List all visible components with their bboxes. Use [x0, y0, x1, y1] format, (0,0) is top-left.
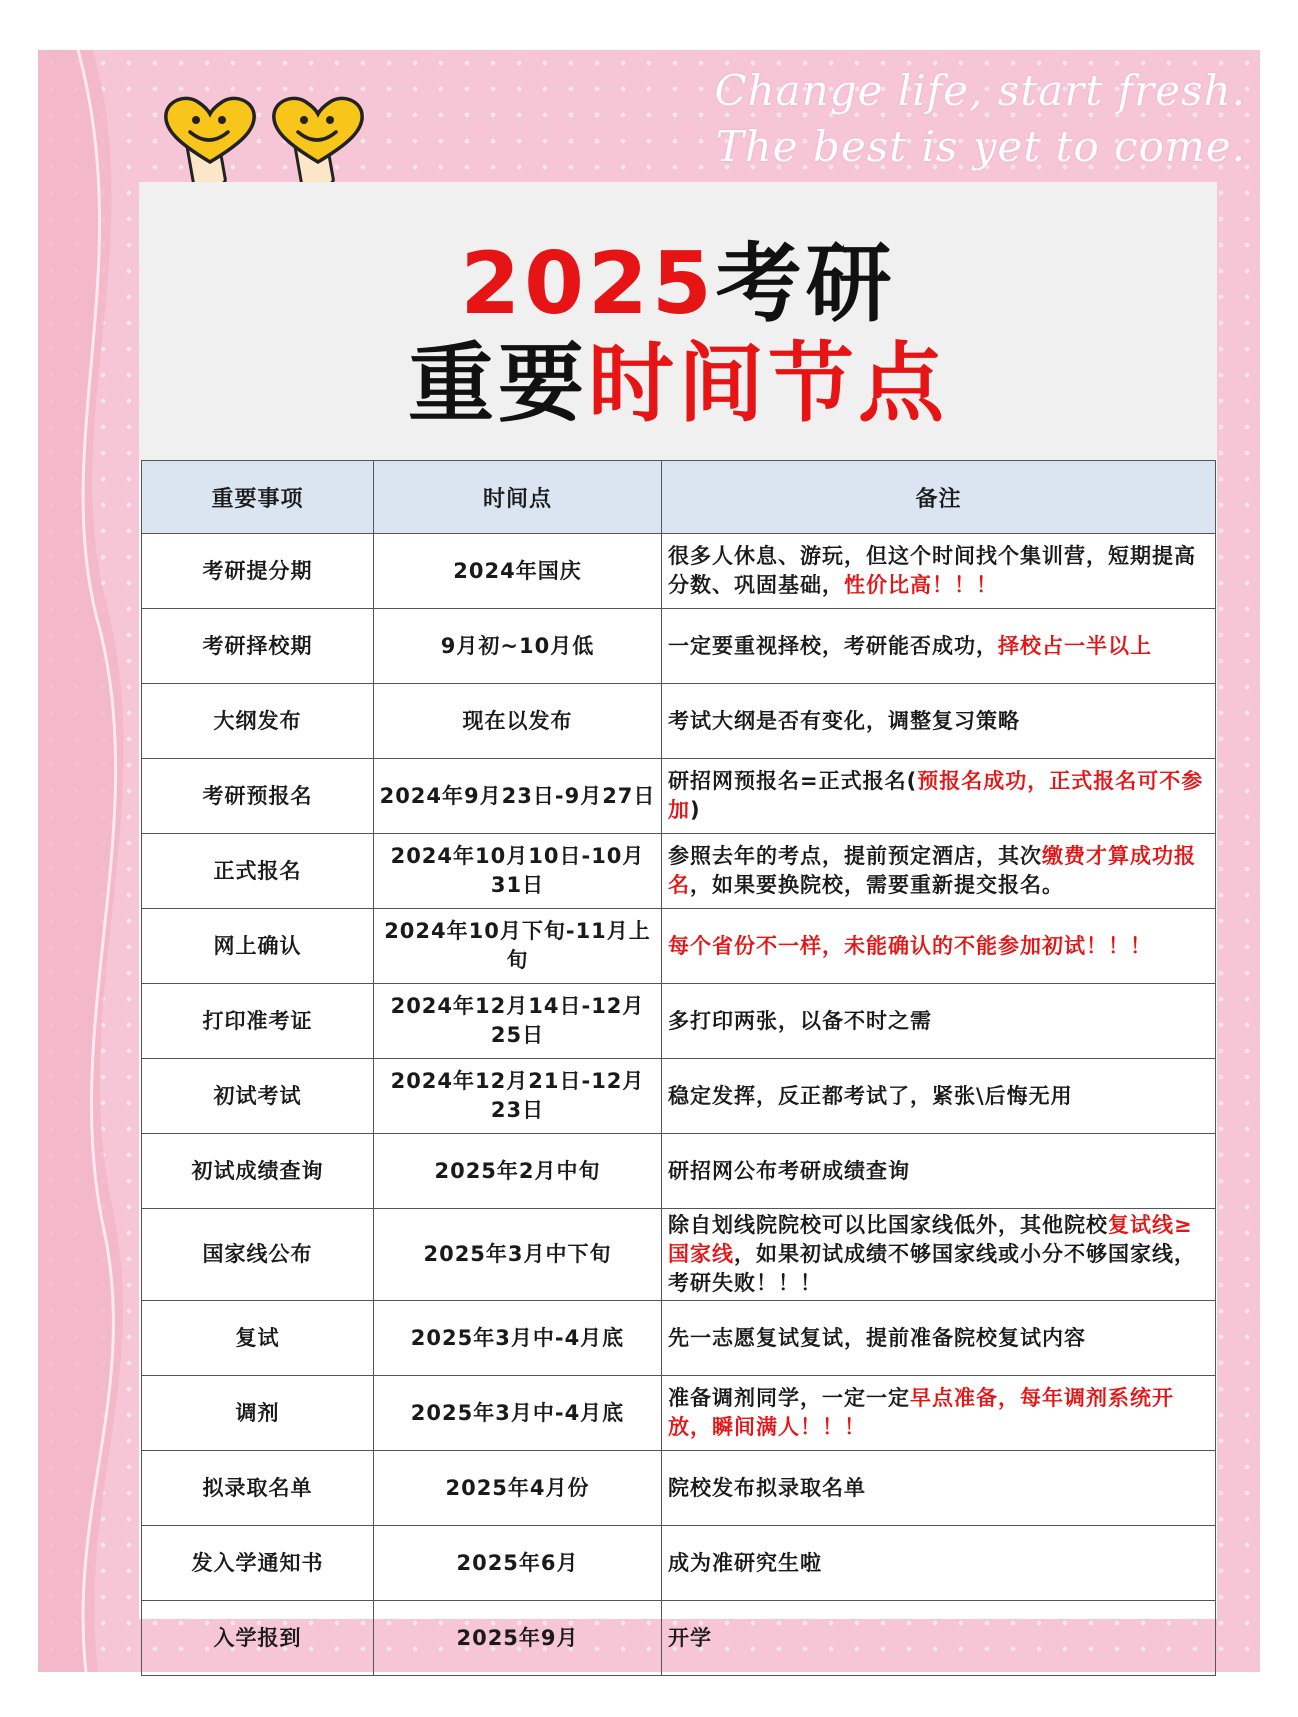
note-text: 稳定发挥，反正都考试了，紧张\后悔无用 [668, 1083, 1073, 1108]
cell-time: 2025年4月份 [374, 1451, 662, 1526]
slogan-line-1: Change life, start fresh. [714, 66, 1246, 115]
cell-item: 初试成绩查询 [142, 1134, 374, 1209]
cell-time: 2024年10月10日-10月31日 [374, 834, 662, 909]
cell-note [662, 1601, 1216, 1676]
note-text: 多打印两张，以备不时之需 [668, 1008, 932, 1033]
note-text: 一定要重视择校，考研能否成功， [668, 633, 998, 658]
table-row [142, 1451, 1216, 1526]
cell-note [662, 609, 1216, 684]
table-row [142, 534, 1216, 609]
table-row [142, 1134, 1216, 1209]
note-highlight: 每个省份不一样，未能确认的不能参加初试！！！ [668, 933, 1152, 958]
smiley-heart-clip-icon [268, 92, 368, 187]
table-row [142, 1376, 1216, 1451]
note-highlight: 早点准备，每年调剂系统开放，瞬间满人！！！ [668, 1386, 1174, 1439]
cell-note [662, 1301, 1216, 1376]
header-note: 备注 [662, 461, 1216, 534]
note-text: 除自划线院院校可以比国家线低外，其他院校 [668, 1213, 1108, 1237]
title-timeline: 时间节点 [588, 334, 948, 434]
cell-item: 初试考试 [142, 1059, 374, 1134]
cell-item: 大纲发布 [142, 684, 374, 759]
table-row [142, 684, 1216, 759]
content-card [139, 182, 1217, 1650]
note-text: 参照去年的考点，提前预定酒店，其次 [668, 844, 1042, 868]
note-text: 先一志愿复试复试，提前准备院校复试内容 [668, 1325, 1086, 1350]
table-row [142, 909, 1216, 984]
cell-time: 现在以发布 [374, 684, 662, 759]
title-important: 重要 [408, 334, 588, 434]
cell-time: 2025年9月 [374, 1601, 662, 1676]
cell-note [662, 909, 1216, 984]
note-highlight: 择校占一半以上 [998, 633, 1152, 658]
cell-time: 2024年国庆 [374, 534, 662, 609]
table-row [142, 1301, 1216, 1376]
note-text: 成为准研究生啦 [668, 1550, 822, 1575]
note-text: ，如果初试成绩不够国家线或小分不够国家线，考研失败！！！ [668, 1242, 1196, 1295]
table-row [142, 984, 1216, 1059]
cell-note [662, 984, 1216, 1059]
table-row [142, 834, 1216, 909]
cell-note [662, 759, 1216, 834]
cell-note [662, 1526, 1216, 1601]
cell-note [662, 1059, 1216, 1134]
cell-time: 2024年12月21日-12月23日 [374, 1059, 662, 1134]
cell-item: 网上确认 [142, 909, 374, 984]
note-text: 研招网公布考研成绩查询 [668, 1158, 910, 1183]
note-text: ，如果要换院校，需要重新提交报名。 [690, 873, 1064, 897]
slogan-line-2: The best is yet to come. [715, 122, 1246, 171]
note-highlight: 预报名成功，正式报名可不参加 [668, 769, 1204, 822]
cell-time: 2024年9月23日-9月27日 [374, 759, 662, 834]
cell-item: 国家线公布 [142, 1209, 374, 1301]
table-row [142, 1209, 1216, 1301]
note-highlight: 性价比高！！！ [844, 573, 998, 597]
note-text: 开学 [668, 1625, 712, 1650]
table-row [142, 609, 1216, 684]
cell-item: 考研预报名 [142, 759, 374, 834]
table-header-row [142, 461, 1216, 534]
cell-time: 2025年6月 [374, 1526, 662, 1601]
title-exam: 考研 [715, 234, 896, 334]
cell-item: 打印准考证 [142, 984, 374, 1059]
cell-time: 2025年2月中旬 [374, 1134, 662, 1209]
cell-item: 发入学通知书 [142, 1526, 374, 1601]
cell-time: 2024年10月下旬-11月上旬 [374, 909, 662, 984]
cell-note [662, 1376, 1216, 1451]
cell-time: 9月初~10月低 [374, 609, 662, 684]
schedule-table [141, 460, 1216, 1676]
header-item: 重要事项 [142, 461, 374, 534]
cell-time: 2025年3月中-4月底 [374, 1376, 662, 1451]
cell-note [662, 1134, 1216, 1209]
smiley-heart-clip-icon [160, 92, 260, 187]
cell-time: 2025年3月中下旬 [374, 1209, 662, 1301]
cell-item: 复试 [142, 1301, 374, 1376]
cell-note [662, 534, 1216, 609]
note-highlight: 缴费才算成功报名 [668, 844, 1196, 897]
note-text: 研招网预报名=正式报名( [668, 769, 918, 793]
cell-item: 考研择校期 [142, 609, 374, 684]
cell-item: 正式报名 [142, 834, 374, 909]
cell-item: 拟录取名单 [142, 1451, 374, 1526]
cell-time: 2024年12月14日-12月25日 [374, 984, 662, 1059]
cell-item: 入学报到 [142, 1601, 374, 1676]
cell-item: 考研提分期 [142, 534, 374, 609]
title-area [139, 182, 1217, 460]
title-year: 2025 [460, 234, 716, 334]
cell-note [662, 834, 1216, 909]
header-time: 时间点 [374, 461, 662, 534]
table-row [142, 1601, 1216, 1676]
page-title-line-2 [139, 334, 1217, 434]
cell-note [662, 1451, 1216, 1526]
cell-note [662, 1209, 1216, 1301]
note-text: 很多人休息、游玩，但这个时间找个集训营，短期提高分数、巩固基础， [668, 544, 1196, 597]
note-text: 准备调剂同学，一定一定 [668, 1386, 910, 1410]
cell-item: 调剂 [142, 1376, 374, 1451]
note-text: 考试大纲是否有变化，调整复习策略 [668, 708, 1020, 733]
page-title-line-1 [139, 234, 1217, 334]
cell-note [662, 684, 1216, 759]
note-highlight: 复试线≥国家线 [668, 1213, 1193, 1266]
table-row [142, 759, 1216, 834]
table-row [142, 1059, 1216, 1134]
table-row [142, 1526, 1216, 1601]
cell-time: 2025年3月中-4月底 [374, 1301, 662, 1376]
note-text: 院校发布拟录取名单 [668, 1475, 866, 1500]
note-text: ) [690, 798, 701, 822]
